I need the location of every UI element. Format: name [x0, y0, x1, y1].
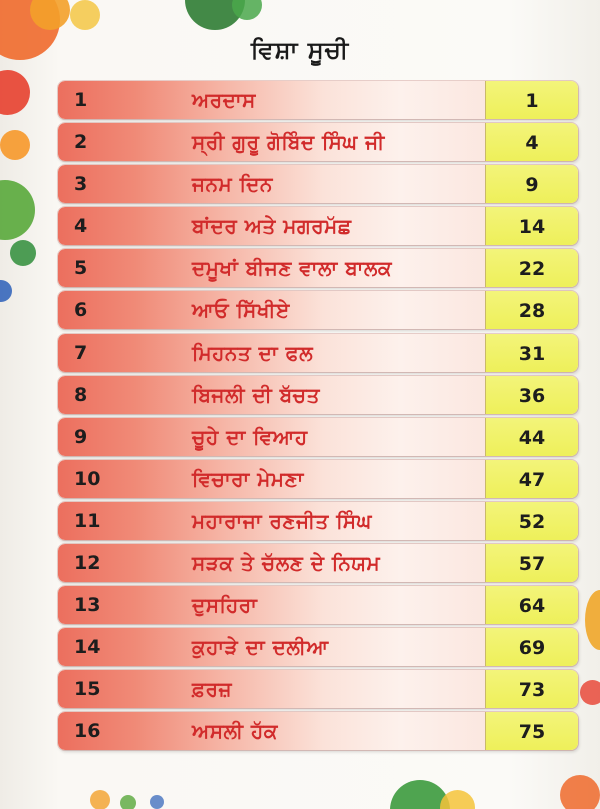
page-number: 1: [525, 90, 539, 113]
lesson-number: 16: [74, 720, 101, 743]
lesson-title: ਅਸਲੀ ਹੱਕ: [192, 719, 278, 744]
lesson-number: 7: [74, 341, 88, 364]
table-of-contents: [58, 81, 578, 755]
lesson-number: 10: [74, 467, 101, 490]
page-number: 44: [518, 426, 546, 449]
toc-row[interactable]: [58, 586, 578, 624]
toc-row[interactable]: [58, 418, 578, 456]
toc-row[interactable]: [58, 544, 578, 582]
decor-splash: [10, 240, 36, 266]
page-number: 36: [518, 384, 546, 407]
toc-row[interactable]: [58, 460, 578, 498]
toc-row[interactable]: [58, 628, 578, 666]
row-title-cell: [58, 670, 486, 708]
decor-splash: [585, 590, 600, 650]
lesson-number: 3: [74, 173, 88, 196]
lesson-number: 2: [74, 131, 88, 154]
lesson-number: 8: [74, 383, 88, 406]
lesson-number: 11: [74, 509, 101, 532]
toc-row[interactable]: [58, 376, 578, 414]
toc-row[interactable]: [58, 249, 578, 287]
page-number: 31: [518, 342, 546, 365]
lesson-number: 6: [74, 299, 88, 322]
toc-row[interactable]: [58, 502, 578, 540]
lesson-title: ਬਾਂਦਰ ਅਤੇ ਮਗਰਮੱਛ: [192, 214, 352, 239]
lesson-title: ਦਮੂਖਾਂ ਬੀਜਣ ਵਾਲਾ ਬਾਲਕ: [192, 256, 393, 281]
lesson-title: ਵਿਚਾਰਾ ਮੇਮਣਾ: [192, 466, 304, 491]
lesson-number: 15: [74, 678, 101, 701]
lesson-title: ਮਿਹਨਤ ਦਾ ਫਲ: [192, 340, 314, 365]
page-number: 64: [518, 595, 546, 618]
page-number: 9: [525, 174, 539, 197]
toc-row[interactable]: [58, 334, 578, 372]
decor-splash: [150, 795, 164, 809]
row-title-cell: [58, 586, 486, 624]
decor-splash: [0, 180, 35, 240]
decor-splash: [580, 680, 600, 705]
lesson-title: ਕੁਹਾੜੇ ਦਾ ਦਲੀਆ: [192, 635, 329, 660]
page-number: 47: [518, 468, 546, 491]
page-number: 28: [518, 300, 546, 323]
lesson-number: 5: [74, 257, 88, 280]
lesson-title: ਸੜਕ ਤੇ ਚੱਲਣ ਦੇ ਨਿਯਮ: [192, 551, 381, 576]
toc-row[interactable]: [58, 291, 578, 329]
lesson-title: ਸ੍ਰੀ ਗੁਰੂ ਗੋਬਿੰਦ ਸਿੰਘ ਜੀ: [192, 130, 385, 155]
page-number: 52: [518, 511, 546, 534]
page-number: 73: [518, 679, 546, 702]
lesson-title: ਮਹਾਰਾਜਾ ਰਣਜੀਤ ਸਿੰਘ: [192, 508, 372, 533]
lesson-number: 13: [74, 594, 101, 617]
toc-row[interactable]: [58, 81, 578, 119]
lesson-number: 9: [74, 425, 88, 448]
page-number: 69: [518, 637, 546, 660]
lesson-title: ਫ਼ਰਜ਼: [192, 677, 233, 702]
decor-splash: [0, 280, 12, 302]
page-number: 57: [518, 553, 546, 576]
toc-row[interactable]: [58, 165, 578, 203]
lesson-number: 1: [74, 89, 88, 111]
lesson-title: ਦੁਸਹਿਰਾ: [192, 593, 258, 618]
toc-row[interactable]: [58, 123, 578, 161]
page-title: ਵਿਸ਼ਾ ਸੂਚੀ: [250, 36, 350, 64]
lesson-number: 12: [74, 552, 101, 575]
page-number: 14: [518, 216, 546, 239]
decor-splash: [120, 795, 136, 809]
toc-row[interactable]: [58, 712, 578, 750]
decor-splash: [0, 130, 30, 160]
lesson-title: ਬਿਜਲੀ ਦੀ ਬੱਚਤ: [192, 382, 320, 407]
decor-splash: [560, 775, 600, 809]
decor-splash: [70, 0, 100, 30]
page-number: 22: [518, 258, 546, 281]
lesson-title: ਆਓ ਸਿੱਖੀਏ: [192, 298, 290, 323]
lesson-title: ਅਰਦਾਸ: [192, 88, 256, 112]
lesson-number: 14: [74, 636, 101, 659]
page-number: 4: [525, 132, 539, 155]
row-title-cell: [58, 81, 486, 119]
page-number: 75: [518, 721, 546, 744]
toc-row[interactable]: [58, 670, 578, 708]
toc-row[interactable]: [58, 207, 578, 245]
decor-splash: [90, 790, 110, 809]
lesson-title: ਚੂਹੇ ਦਾ ਵਿਆਹ: [192, 424, 308, 449]
decor-splash: [0, 70, 30, 115]
lesson-title: ਜਨਮ ਦਿਨ: [192, 172, 273, 197]
lesson-number: 4: [74, 215, 88, 238]
